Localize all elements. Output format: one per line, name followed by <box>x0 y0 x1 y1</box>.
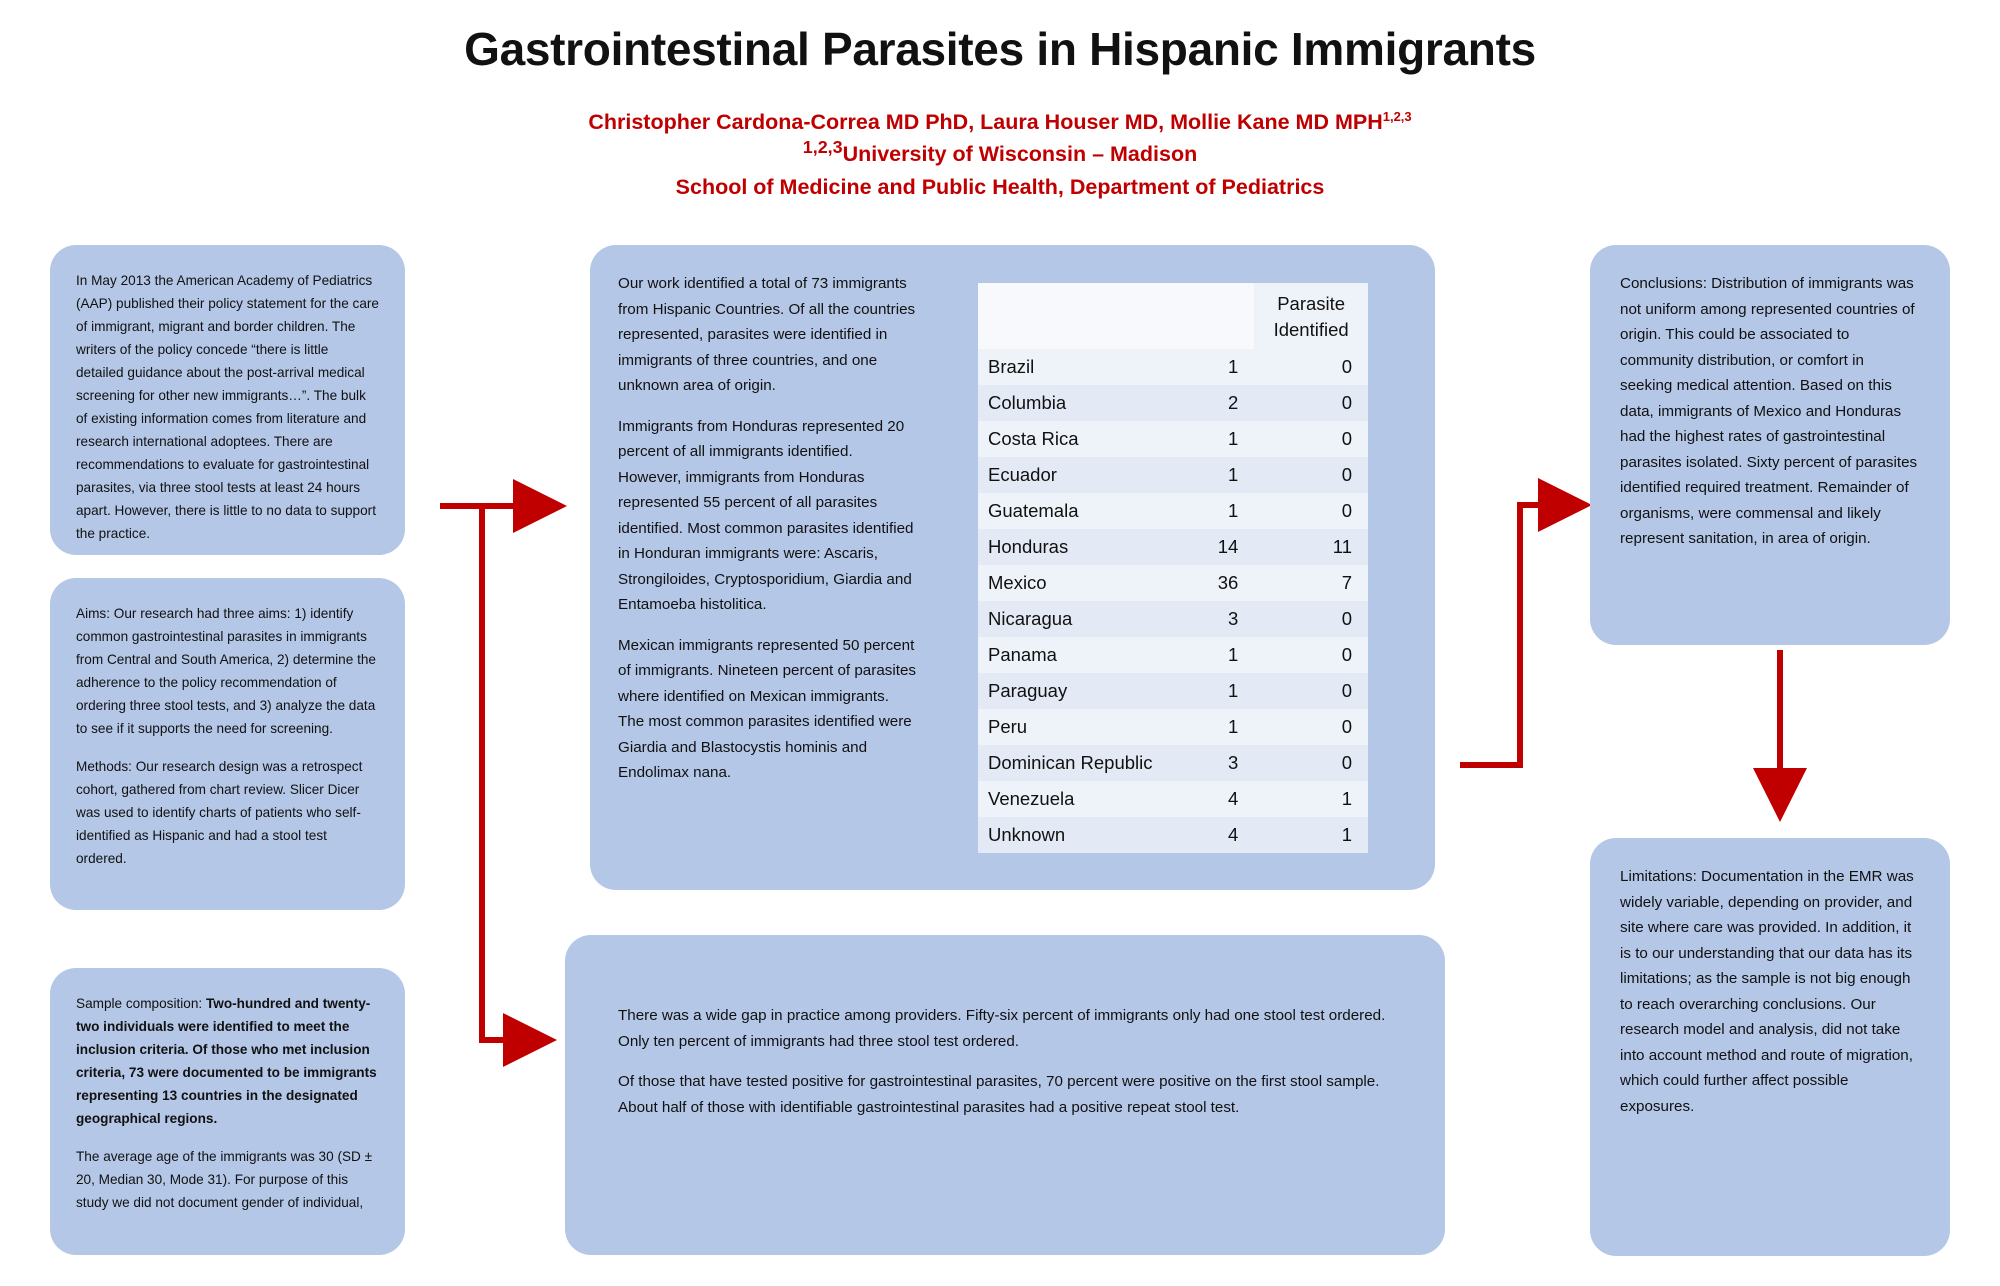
table-body <box>978 349 1368 853</box>
table-header <box>978 283 1368 349</box>
cell-parasite: 7 <box>1254 565 1368 601</box>
cell-parasite: 1 <box>1254 781 1368 817</box>
cell-country: Brazil <box>978 349 1199 385</box>
table-row <box>978 817 1368 853</box>
cell-count: 1 <box>1199 637 1255 673</box>
cell-country: Guatemala <box>978 493 1199 529</box>
cell-country: Peru <box>978 709 1199 745</box>
author-names: Christopher Cardona-Correa MD PhD, Laura Houser MD, Mollie Kane MD MPH <box>588 110 1383 135</box>
cell-parasite: 0 <box>1254 745 1368 781</box>
table-row <box>978 565 1368 601</box>
sample-age-text: The average age of the immigrants was 30 (SD ± 20, Median 30, Mode 31). For purpose of this study we did not document gender of individual, <box>76 1149 373 1210</box>
table-row <box>978 709 1368 745</box>
affiliation-line-1 <box>0 137 2000 167</box>
table-row <box>978 673 1368 709</box>
cell-country: Columbia <box>978 385 1199 421</box>
cell-parasite: 0 <box>1254 385 1368 421</box>
table-header-row <box>978 283 1368 349</box>
sample-composition-label: Sample composition: <box>76 996 203 1011</box>
table-row <box>978 781 1368 817</box>
cell-count: 1 <box>1199 493 1255 529</box>
cell-country: Panama <box>978 637 1199 673</box>
cell-parasite: 0 <box>1254 709 1368 745</box>
parasite-table-container <box>978 283 1368 853</box>
table-row <box>978 457 1368 493</box>
results-paragraph-3: Mexican immigrants represented 50 percent of immigrants. Nineteen percent of parasites where identified on Mexican immigrants. The most common parasites identified were Giardia and Blastocystis hominis and Endolimax nana. <box>618 636 916 781</box>
cell-parasite: 0 <box>1254 421 1368 457</box>
cell-parasite: 11 <box>1254 529 1368 565</box>
table-row <box>978 493 1368 529</box>
parasite-table <box>978 283 1368 853</box>
sample-composition-box <box>50 968 405 1255</box>
table-header-parasite-line2: Identified <box>1273 319 1349 340</box>
conclusions-text: Conclusions: Distribution of immigrants was not uniform among represented countries of origin. This could be associated to community distribution, or comfort in seeking medical attention. Based on this data, immigrants of Mexico and Honduras had the highest rates of gastrointestinal parasites isolated. Sixty percent of parasites identified required treatment. Remainder of organisms, were commensal and likely represent sanitation, in area of origin. <box>1620 275 1918 547</box>
cell-country: Honduras <box>978 529 1199 565</box>
table-header-count <box>1199 283 1255 349</box>
cell-count: 4 <box>1199 781 1255 817</box>
table-row <box>978 601 1368 637</box>
cell-country: Dominican Republic <box>978 745 1199 781</box>
cell-parasite: 0 <box>1254 457 1368 493</box>
cell-country: Unknown <box>978 817 1199 853</box>
cell-parasite: 0 <box>1254 349 1368 385</box>
cell-country: Nicaragua <box>978 601 1199 637</box>
practice-paragraph-1: There was a wide gap in practice among providers. Fifty-six percent of immigrants only had one stool test ordered. Only ten percent of immigrants had three stool test ordered. <box>618 1007 1386 1050</box>
cell-count: 1 <box>1199 421 1255 457</box>
sample-composition-body: Two-hundred and twenty-two individuals were identified to meet the inclusion criteria. Of those who met inclusion criteria, 73 were documented to be immigrants representing 13 countries in the designated geographical regions. <box>76 996 377 1126</box>
practice-findings-box <box>565 935 1445 1255</box>
limitations-text: Limitations: Documentation in the EMR was widely variable, depending on provider, and site where care was provided. In addition, it is to our understanding that our data has its limitations; as the sample is not big enough to reach overarching conclusions. Our research model and analysis, did not take into account method and route of migration, which could further affect possible exposures. <box>1620 868 1914 1115</box>
cell-country: Mexico <box>978 565 1199 601</box>
table-row <box>978 385 1368 421</box>
table-header-country <box>978 283 1199 349</box>
cell-parasite: 0 <box>1254 493 1368 529</box>
limitations-box <box>1590 838 1950 1256</box>
table-row <box>978 745 1368 781</box>
table-row <box>978 349 1368 385</box>
cell-count: 3 <box>1199 745 1255 781</box>
table-row <box>978 637 1368 673</box>
conclusions-box <box>1590 245 1950 645</box>
page-title: Gastrointestinal Parasites in Hispanic Immigrants <box>464 23 1536 75</box>
results-text-column <box>618 271 918 786</box>
cell-count: 14 <box>1199 529 1255 565</box>
affiliation-superscript: 1,2,3 <box>802 137 843 157</box>
cell-country: Costa Rica <box>978 421 1199 457</box>
author-affiliation-superscript: 1,2,3 <box>1382 109 1412 124</box>
cell-count: 1 <box>1199 349 1255 385</box>
table-row <box>978 421 1368 457</box>
cell-count: 36 <box>1199 565 1255 601</box>
author-list <box>0 100 2000 139</box>
methods-text: Methods: Our research design was a retrospect cohort, gathered from chart review. Slicer Dicer was used to identify charts of patients who self-identified as Hispanic and had a stool test ordered. <box>76 759 363 866</box>
background-box <box>50 245 405 555</box>
practice-paragraph-2: Of those that have tested positive for gastrointestinal parasites, 70 percent were positive on the first stool sample. About half of those with identifiable gastrointestinal parasites had a positive repeat stool test. <box>618 1073 1380 1116</box>
cell-count: 1 <box>1199 709 1255 745</box>
results-paragraph-1: Our work identified a total of 73 immigrants from Hispanic Countries. Of all the countries represented, parasites were identified in immigrants of three countries, and one unknown area of origin. <box>618 275 916 394</box>
table-row <box>978 529 1368 565</box>
cell-count: 4 <box>1199 817 1255 853</box>
cell-country: Venezuela <box>978 781 1199 817</box>
cell-count: 1 <box>1199 457 1255 493</box>
practice-text-column <box>593 961 1417 1120</box>
cell-country: Ecuador <box>978 457 1199 493</box>
cell-count: 1 <box>1199 673 1255 709</box>
affiliation-university: University of Wisconsin – Madison <box>842 142 1198 167</box>
sample-composition-text <box>76 992 379 1130</box>
cell-count: 2 <box>1199 385 1255 421</box>
results-paragraph-2: Immigrants from Honduras represented 20 percent of all immigrants identified. However, immigrants from Honduras represented 55 percent of all parasites identified. Most common parasites identified in Honduran immigrants were: Ascaris, Strongiloides, Cryptosporidium, Giardia and Entamoeba histolitica. <box>618 417 914 613</box>
background-text: In May 2013 the American Academy of Pediatrics (AAP) published their policy statement for the care of immigrant, migrant and border children. The writers of the policy concede “there is little detailed guidance about the post-arrival medical screening for other new immigrants…”. The bulk of existing information comes from literature and research international adoptees. There are recommendations to evaluate for gastrointestinal parasites, via three stool tests at least 24 hours apart. However, there is little to no data to support the practice. <box>76 273 379 541</box>
cell-parasite: 1 <box>1254 817 1368 853</box>
table-header-parasite-identified <box>1254 283 1368 349</box>
aims-methods-box <box>50 578 405 910</box>
table-header-parasite-line1: Parasite <box>1277 293 1346 314</box>
aims-text: Aims: Our research had three aims: 1) identify common gastrointestinal parasites in immigrants from Central and South America, 2) determine the adherence to the policy recommendation of ordering three stool tests, and 3) analyze the data to see if it supports the need for screening. <box>76 606 376 736</box>
affiliation-line-2: School of Medicine and Public Health, Department of Pediatrics <box>675 175 1325 199</box>
cell-count: 3 <box>1199 601 1255 637</box>
cell-parasite: 0 <box>1254 601 1368 637</box>
cell-country: Paraguay <box>978 673 1199 709</box>
cell-parasite: 0 <box>1254 673 1368 709</box>
cell-parasite: 0 <box>1254 637 1368 673</box>
